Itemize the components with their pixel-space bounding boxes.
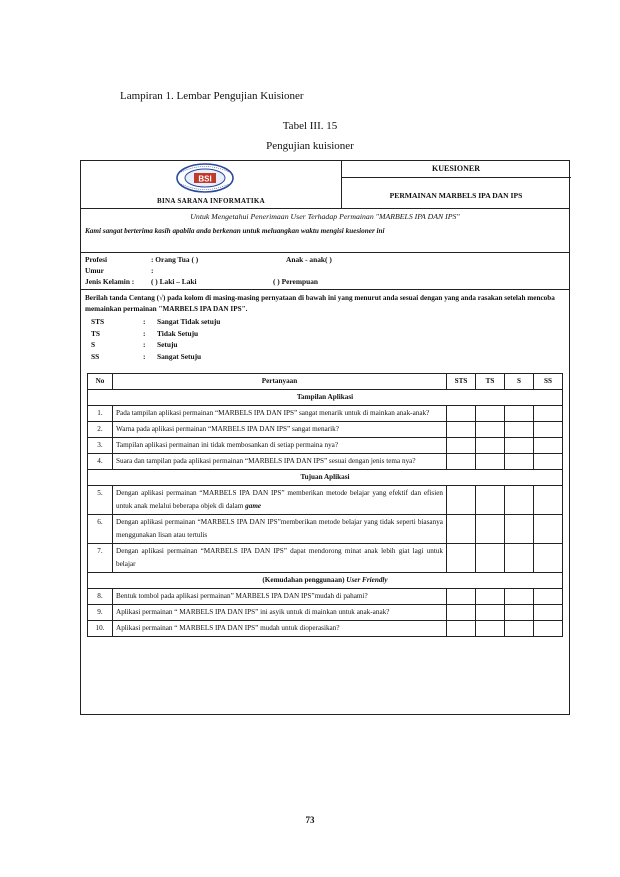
question-row (88, 589, 563, 605)
question-text: Dengan aplikasi permainan “MARBELS IPA DAN IPS” dapat mendorong minat anak lebih giat lagi untuk belajar (113, 544, 447, 573)
answer-cell-s[interactable] (505, 515, 534, 544)
answer-cell-s[interactable] (505, 438, 534, 454)
answer-cell-ss[interactable] (534, 605, 563, 621)
gender-label: Jenis Kelamin : (85, 277, 135, 286)
scale-label: Tidak Setuju (157, 328, 199, 338)
header-pertanyaan: Pertanyaan (113, 374, 447, 390)
question-text: Bentuk tombol pada aplikasi permainan” MARBELS IPA DAN IPS”mudah di pahami? (113, 589, 447, 605)
section-title (88, 390, 563, 406)
question-number: 2. (88, 422, 113, 438)
umur-value: : (151, 266, 154, 275)
game-title: PERMAINAN MARBELS IPA DAN IPS (389, 191, 523, 200)
header-no: No (88, 374, 113, 390)
answer-cell-s[interactable] (505, 406, 534, 422)
table-header-row (88, 374, 563, 390)
bsi-logo-icon (175, 163, 235, 193)
logo-text: BSI (198, 174, 212, 184)
header-ts: TS (476, 374, 505, 390)
answer-cell-sts[interactable] (447, 605, 476, 621)
scale-label: Setuju (157, 340, 178, 349)
answer-cell-sts[interactable] (447, 544, 476, 573)
form-header (81, 161, 569, 209)
answer-cell-ts[interactable] (476, 621, 505, 637)
intro-section (81, 209, 569, 253)
umur-label: Umur (85, 266, 104, 275)
header-s: S (505, 374, 534, 390)
scale-label: Sangat Setuju (157, 351, 202, 361)
instructions-section (81, 290, 569, 370)
scale-code: STS (91, 317, 105, 326)
answer-cell-ss[interactable] (534, 454, 563, 470)
question-text: Dengan aplikasi permainan “MARBELS IPA DAN IPS”memberikan metode belajar yang tidak seperti biasanya menggunakan lisan atau tertulis (113, 515, 447, 544)
table-number: Tabel III. 15 (282, 120, 338, 132)
scale-separator: : (143, 351, 146, 361)
question-number: 7. (88, 544, 113, 573)
questionnaire-form (80, 160, 570, 715)
header-ss: SS (534, 374, 563, 390)
question-number: 1. (88, 406, 113, 422)
answer-cell-ss[interactable] (534, 621, 563, 637)
question-text: Dengan aplikasi permainan “MARBELS IPA DAN IPS” memberikan metode belajar yang efektif dan efisien untuk anak melalui beberapa objek di dalam game (113, 486, 447, 515)
section-title (88, 573, 563, 589)
answer-cell-ts[interactable] (476, 422, 505, 438)
questionnaire-table (87, 373, 563, 637)
answer-cell-sts[interactable] (447, 621, 476, 637)
profesi-label: Profesi (85, 255, 108, 264)
profesi-options: : Orang Tua ( ) (151, 255, 199, 264)
profesi-anak-option: Anak - anak( ) (286, 255, 332, 264)
answer-cell-ss[interactable] (534, 406, 563, 422)
question-number: 3. (88, 438, 113, 454)
question-text: Warna pada aplikasi permainan “MARBELS IPA DAN IPS” sangat menarik? (113, 422, 447, 438)
answer-cell-ts[interactable] (476, 544, 505, 573)
answer-cell-ts[interactable] (476, 454, 505, 470)
answer-cell-ss[interactable] (534, 438, 563, 454)
question-row (88, 621, 563, 637)
header-sts: STS (447, 374, 476, 390)
answer-cell-ts[interactable] (476, 486, 505, 515)
answer-cell-ss[interactable] (534, 486, 563, 515)
scale-code: S (91, 340, 96, 349)
answer-cell-ss[interactable] (534, 422, 563, 438)
question-number: 6. (88, 515, 113, 544)
question-number: 4. (88, 454, 113, 470)
answer-cell-s[interactable] (505, 486, 534, 515)
answer-cell-ts[interactable] (476, 438, 505, 454)
answer-cell-sts[interactable] (447, 589, 476, 605)
section-row (88, 573, 563, 589)
answer-cell-sts[interactable] (447, 486, 476, 515)
scale-code: TS (91, 328, 101, 338)
institution-name: BINA SARANA INFORMATIKA (157, 197, 265, 205)
section-row (88, 390, 563, 406)
table-title: Pengujian kuisioner (266, 140, 354, 152)
question-row (88, 605, 563, 621)
answer-cell-ts[interactable] (476, 515, 505, 544)
form-heading: KUESIONER (431, 164, 480, 173)
answer-cell-sts[interactable] (447, 406, 476, 422)
question-number: 5. (88, 486, 113, 515)
scale-code: SS (91, 351, 100, 361)
section-title-text: Tujuan Aplikasi (300, 473, 350, 481)
appendix-title: Lampiran 1. Lembar Pengujian Kuisioner (120, 90, 304, 102)
scale-separator: : (143, 328, 146, 338)
answer-cell-sts[interactable] (447, 454, 476, 470)
page-number: 73 (305, 815, 315, 825)
section-title-italic: User Friendly (346, 576, 388, 584)
scale-separator: : (143, 317, 146, 326)
table-body (88, 390, 563, 637)
answer-cell-s[interactable] (505, 621, 534, 637)
question-row (88, 406, 563, 422)
purpose-text: Untuk Mengetahui Penerimaan User Terhadap Permainan "MARBELS IPA DAN IPS" (190, 212, 460, 221)
answer-cell-ss[interactable] (534, 589, 563, 605)
answer-cell-s[interactable] (505, 422, 534, 438)
scale-separator: : (143, 340, 146, 349)
section-title (88, 470, 563, 486)
question-text: Aplikasi permainan “ MARBELS IPA DAN IPS” mudah untuk dioperasikan? (113, 621, 447, 637)
answer-cell-ts[interactable] (476, 605, 505, 621)
instructions-text: Berilah tanda Centang (√) pada kolom di masing-masing pernyataan di bawah ini yang menurut anda sesuai dengan yang anda rasakan setelah mencoba memainkan permainan "MARBELS IPA DAN IPS". (85, 294, 555, 313)
answer-cell-s[interactable] (505, 589, 534, 605)
question-row (88, 438, 563, 454)
question-text: Aplikasi permainan “ MARBELS IPA DAN IPS” ini asyik untuk di mainkan untuk anak-anak? (113, 605, 447, 621)
question-row (88, 454, 563, 470)
question-row (88, 515, 563, 544)
answer-cell-sts[interactable] (447, 515, 476, 544)
question-number: 10. (88, 621, 113, 637)
divider (341, 177, 571, 178)
respondent-identity (81, 253, 569, 290)
thanks-text: Kami sangat berterima kasih apabila anda berkenan untuk meluangkan waktu mengisi kuesioner ini (85, 227, 385, 235)
question-text: Suara dan tampilan pada aplikasi permainan “MARBELS IPA DAN IPS” sesuai dengan jenis tema nya? (113, 454, 447, 470)
answer-cell-s[interactable] (505, 544, 534, 573)
question-number: 9. (88, 605, 113, 621)
section-row (88, 470, 563, 486)
scale-label: Sangat Tidak setuju (157, 317, 221, 326)
gender-male-option: ( ) Laki – Laki (151, 277, 197, 286)
answer-cell-sts[interactable] (447, 438, 476, 454)
answer-cell-s[interactable] (505, 605, 534, 621)
answer-cell-s[interactable] (505, 454, 534, 470)
answer-cell-ss[interactable] (534, 544, 563, 573)
section-title-text: Tampilan Aplikasi (296, 393, 354, 401)
answer-cell-ts[interactable] (476, 589, 505, 605)
question-text: Pada tampilan aplikasi permainan “MARBELS IPA DAN IPS” sangat menarik untuk di mainkan anak-anak? (113, 406, 447, 422)
question-number: 8. (88, 589, 113, 605)
question-row (88, 544, 563, 573)
gender-female-option: ( ) Perempuan (273, 277, 319, 286)
section-title-text: (Kemudahan penggunaan) (262, 576, 345, 584)
answer-cell-ss[interactable] (534, 515, 563, 544)
question-row (88, 486, 563, 515)
answer-cell-sts[interactable] (447, 422, 476, 438)
answer-cell-ts[interactable] (476, 406, 505, 422)
question-row (88, 422, 563, 438)
question-text: Tampilan aplikasi permainan ini tidak membosankan di setiap permaina nya? (113, 438, 447, 454)
